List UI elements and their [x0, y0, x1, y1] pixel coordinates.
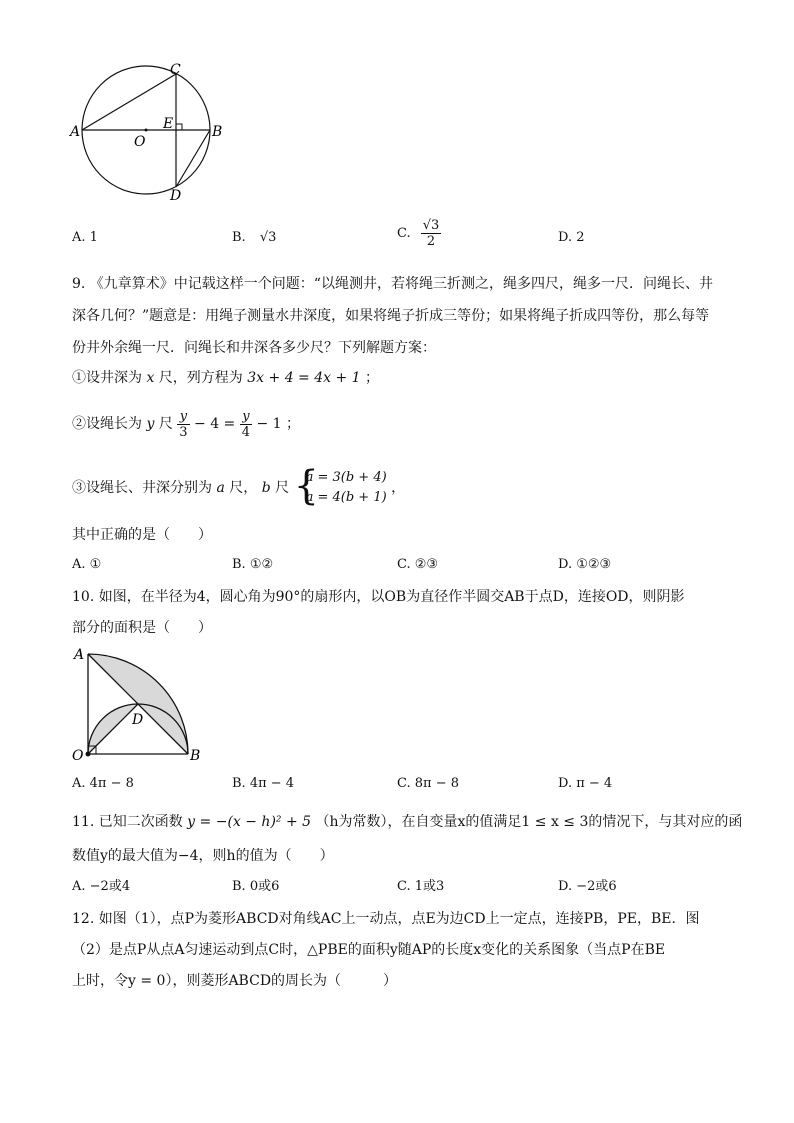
q9-s3-var-a: a [216, 480, 225, 496]
q10-option-c: C. 8π − 8 [397, 776, 459, 791]
q9-s2-minus4: − 4 = [194, 416, 236, 432]
q10-line-2: 部分的面积是（ ） [72, 620, 212, 636]
q9-s1-prefix: ①设井深为 [72, 370, 142, 386]
q9-s2-var: y [146, 416, 155, 432]
q10-option-b: B. 4π − 4 [232, 776, 295, 791]
label-D: D [132, 712, 144, 728]
q9-line-2: 深各几何？”题意是：用绳子测量水井深度，如果将绳子折成三等份；如果将绳子折成四等份，那么每等 [72, 308, 710, 324]
q9-s3-mid2: 尺 [275, 480, 290, 496]
figure-q10-sector [70, 644, 210, 766]
left-brace-glyph: { [293, 463, 320, 509]
label-D: D [170, 188, 182, 204]
q9-s2-f1-num: y [177, 409, 189, 425]
q9-question: 其中正确的是（ ） [72, 527, 212, 543]
q9-s1-equation: 3x + 4 = 4x + 1 [247, 370, 361, 386]
q11-option-b: B. 0或6 [232, 879, 280, 894]
label-O: O [134, 134, 146, 150]
q8-option-c [397, 218, 441, 249]
segment-BD [176, 130, 210, 187]
label-A: A [74, 647, 85, 663]
point-O-dot [86, 752, 91, 757]
q11-line-2: 数值y的最大值为−4，则h的值为（ ） [72, 848, 334, 864]
figure-q8-circle [66, 60, 226, 205]
label-B: B [212, 124, 223, 140]
q9-solution-3 [72, 463, 406, 510]
center-dot [145, 129, 148, 132]
q9-option-b: B. ①② [232, 557, 274, 572]
q9-option-a: A. ① [72, 557, 102, 572]
q9-s3-var-b: b [261, 480, 271, 496]
q9-s3-eq-2: a = 4(b + 1) [305, 490, 387, 505]
label-B: B [190, 748, 201, 764]
q11-option-d: D. −2或6 [558, 879, 617, 894]
q9-s2-fraction-1 [177, 409, 189, 440]
q8-option-b-prefix: B. [232, 230, 246, 245]
q9-solution-2 [72, 404, 300, 444]
q12-line-2: （2）是点P从点A匀速运动到点C时，△PBE的面积y随AP的长度x变化的关系图象（当点P在BE [72, 942, 666, 958]
q9-s1-end: ； [365, 370, 380, 386]
q9-s2-minus1: − 1 [256, 416, 282, 432]
q11-option-a: A. −2或4 [72, 879, 131, 894]
q9-s2-end: ； [286, 416, 301, 432]
q9-option-c: C. ②③ [397, 557, 439, 572]
q9-s2-prefix: ②设绳长为 [72, 416, 142, 432]
q9-s3-system [293, 463, 387, 509]
q9-s2-f2-num: y [240, 409, 252, 425]
label-E: E [163, 116, 174, 132]
label-C: C [170, 62, 181, 78]
q9-s3-prefix: ③设绳长、井深分别为 [72, 480, 212, 496]
q8-option-c-num: √3 [422, 218, 440, 233]
q9-solution-1 [72, 368, 379, 388]
q10-line-1: 10. 如图，在半径为4，圆心角为90°的扇形内，以OB为直径作半圆交AB于点D，连接OD，则阴影 [72, 589, 685, 605]
q10-option-d: D. π − 4 [558, 776, 613, 791]
q9-s2-fraction-2 [240, 409, 252, 440]
q9-s2-f1-den: 3 [179, 424, 188, 440]
q8-option-b-value: √3 [259, 230, 277, 245]
q8-option-a: A. 1 [72, 230, 98, 245]
q8-option-c-prefix: C. [397, 226, 411, 241]
q9-s1-mid: 尺，列方程为 [158, 370, 243, 386]
q11-function: y = −(x − h)² + 5 [187, 814, 312, 830]
q11-condition: （h为常数），在自变量x的值满足1 ≤ x ≤ 3的情况下，与其对应的函 [315, 814, 743, 830]
q8-option-b [232, 228, 276, 248]
q9-s2-mid: 尺 [158, 416, 173, 432]
q9-line-3: 份井外余绳一尺．问绳长和井深各多少尺？下列解题方案： [72, 340, 436, 356]
q11-line-1 [72, 812, 742, 832]
segment-AC [82, 74, 176, 130]
q8-option-c-den: 2 [426, 234, 436, 249]
q8-option-d: D. 2 [558, 230, 585, 245]
right-angle-mark [176, 124, 182, 130]
q8-option-c-fraction [421, 218, 442, 249]
q12-line-3: 上时，令y = 0），则菱形ABCD的周长为（ ） [72, 973, 398, 989]
q11-option-c: C. 1或3 [397, 879, 445, 894]
q9-s3-end: ， [391, 480, 406, 496]
q9-line-1: 9. 《九章算术》中记载这样一个问题：“以绳测井，若将绳三折测之，绳多四尺，绳多一尺．问绳长、井 [72, 276, 713, 292]
q10-option-a: A. 4π − 8 [72, 776, 134, 791]
q9-s3-mid1: 尺， [229, 480, 258, 496]
q9-s1-var: x [146, 370, 155, 386]
q9-s3-eq-1: a = 3(b + 4) [305, 470, 387, 485]
q9-s2-f2-den: 4 [241, 424, 251, 440]
q12-line-1: 12. 如图（1），点P为菱形ABCD对角线AC上一动点，点E为边CD上一定点，连接PB，PE，BE．图 [72, 911, 700, 927]
q9-option-d: D. ①②③ [558, 557, 612, 572]
label-A: A [70, 124, 81, 140]
label-O: O [72, 748, 84, 764]
q11-prefix: 11. 已知二次函数 [72, 814, 183, 830]
